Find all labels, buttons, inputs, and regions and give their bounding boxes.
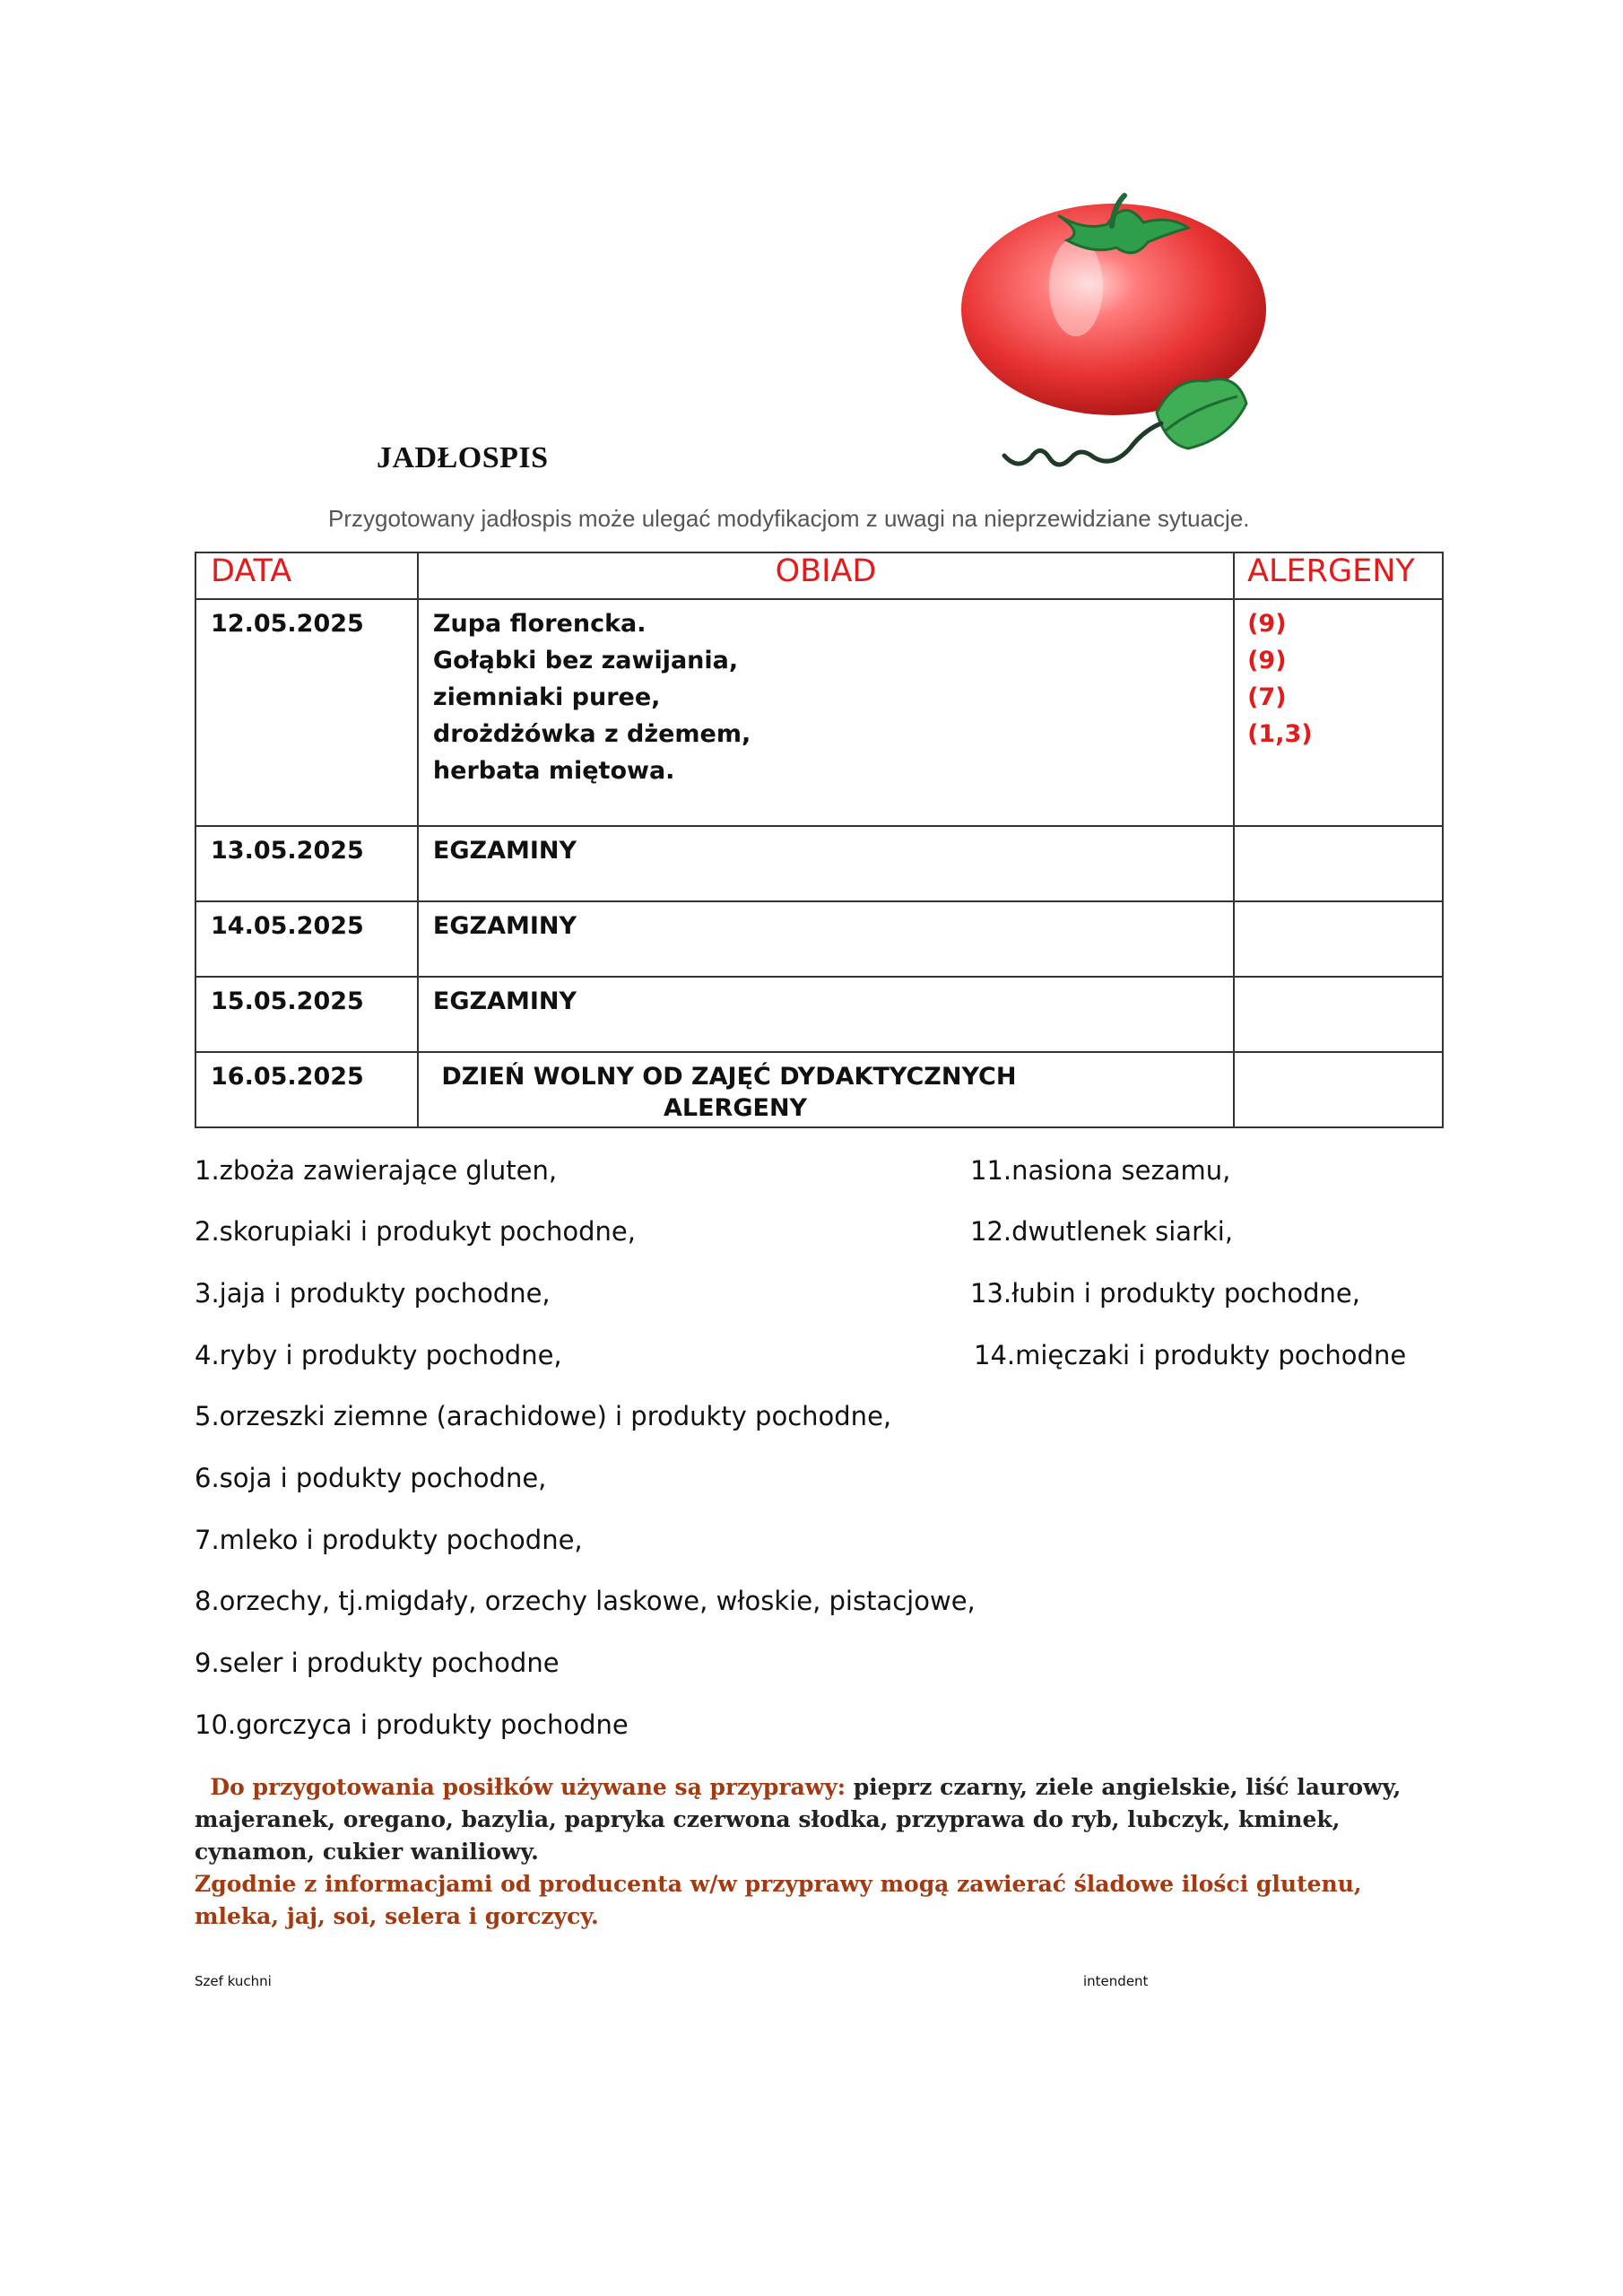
row-allergens [1234,977,1443,1052]
signature-chef: Szef kuchni [195,1973,272,1989]
allergen-legend-item: 13.łubin i produkty pochodne, [970,1278,1360,1309]
row-dishes: DZIEŃ WOLNY OD ZAJĘĆ DYDAKTYCZNYCH [418,1052,1234,1127]
allergen-legend-item: 4.ryby i produkty pochodne, [195,1340,562,1370]
table-row [195,826,1443,901]
row-allergens [1234,599,1443,826]
dish-item: Gołąbki bez zawijania, [432,647,739,674]
row-allergens [1234,901,1443,977]
allergen-legend-item: 9.seler i produkty pochodne [195,1648,560,1678]
row-dishes: EGZAMINY [418,901,1234,977]
dish-item: Zupa florencka. [432,610,647,638]
allergen-code: (1,3) [1247,720,1313,748]
row-allergens [1234,1052,1443,1127]
allergen-legend-item: 1.zboża zawierające gluten, [195,1155,558,1186]
allergen-legend-item: 10.gorczyca i produkty pochodne [195,1709,629,1740]
dish-item: drożdżówka z dżemem, [432,720,751,748]
dish-item: ziemniaki puree, [432,683,661,711]
row-dishes [418,599,1234,826]
allergens-heading: ALERGENY [664,1094,808,1122]
signature-intendent: intendent [1083,1973,1149,1989]
allergen-legend-item: 14.mięczaki i produkty pochodne [974,1340,1407,1370]
page-title: JADŁOSPIS [377,441,549,474]
table-header-row [195,552,1443,599]
row-date: 12.05.2025 [195,599,418,826]
table-row [195,599,1443,826]
page-subtitle: Przygotowany jadłospis może ulegać modyfikacjom z uwagi na nieprzewidziane sytuacje. [328,505,1250,532]
row-dishes: EGZAMINY [418,826,1234,901]
allergen-code: (7) [1247,683,1287,711]
allergen-legend-item: 2.skorupiaki i produkyt pochodne, [195,1216,636,1247]
column-header-dinner: OBIAD [418,552,1234,599]
tomato-icon [950,188,1291,484]
spices-note-lead: Do przygotowania posiłków używane są przyprawy: [210,1774,846,1800]
row-dishes: EGZAMINY [418,977,1234,1052]
allergen-code: (9) [1247,610,1287,638]
allergen-legend-item: 11.nasiona sezamu, [970,1155,1231,1186]
row-date: 13.05.2025 [195,826,418,901]
table-row [195,1052,1443,1127]
table-row [195,901,1443,977]
row-date: 16.05.2025 [195,1052,418,1127]
dish-item: herbata miętowa. [432,757,675,785]
spices-list: pieprz czarny, ziele angielskie, liść laurowy, majeranek, oregano, bazylia, papryka czerwona słodka, przyprawa do ryb, lubczyk, kminek, cynamon, cukier waniliowy. [195,1774,1402,1865]
allergen-legend-item: 12.dwutlenek siarki, [970,1216,1234,1247]
allergen-legend-item: 3.jaja i produkty pochodne, [195,1278,551,1309]
row-date: 15.05.2025 [195,977,418,1052]
row-date: 14.05.2025 [195,901,418,977]
allergen-legend-item: 6.soja i podukty pochodne, [195,1463,547,1493]
allergen-code: (9) [1247,647,1287,674]
allergen-legend-item: 5.orzeszki ziemne (arachidowe) i produkty pochodne, [195,1401,892,1431]
allergen-legend-item: 7.mleko i produkty pochodne, [195,1525,583,1555]
allergen-legend-item: 8.orzechy, tj.migdały, orzechy laskowe, włoskie, pistacjowe, [195,1586,976,1616]
row-allergens [1234,826,1443,901]
spices-note [195,1771,1450,1933]
table-row [195,977,1443,1052]
column-header-allergens: ALERGENY [1234,552,1443,599]
menu-table [195,552,1444,1128]
column-header-date: DATA [195,552,418,599]
spices-warning: Zgodnie z informacjami od producenta w/w przyprawy mogą zawierać śladowe ilości glutenu, mleka, jaj, soi, selera i gorczycy. [195,1871,1362,1929]
